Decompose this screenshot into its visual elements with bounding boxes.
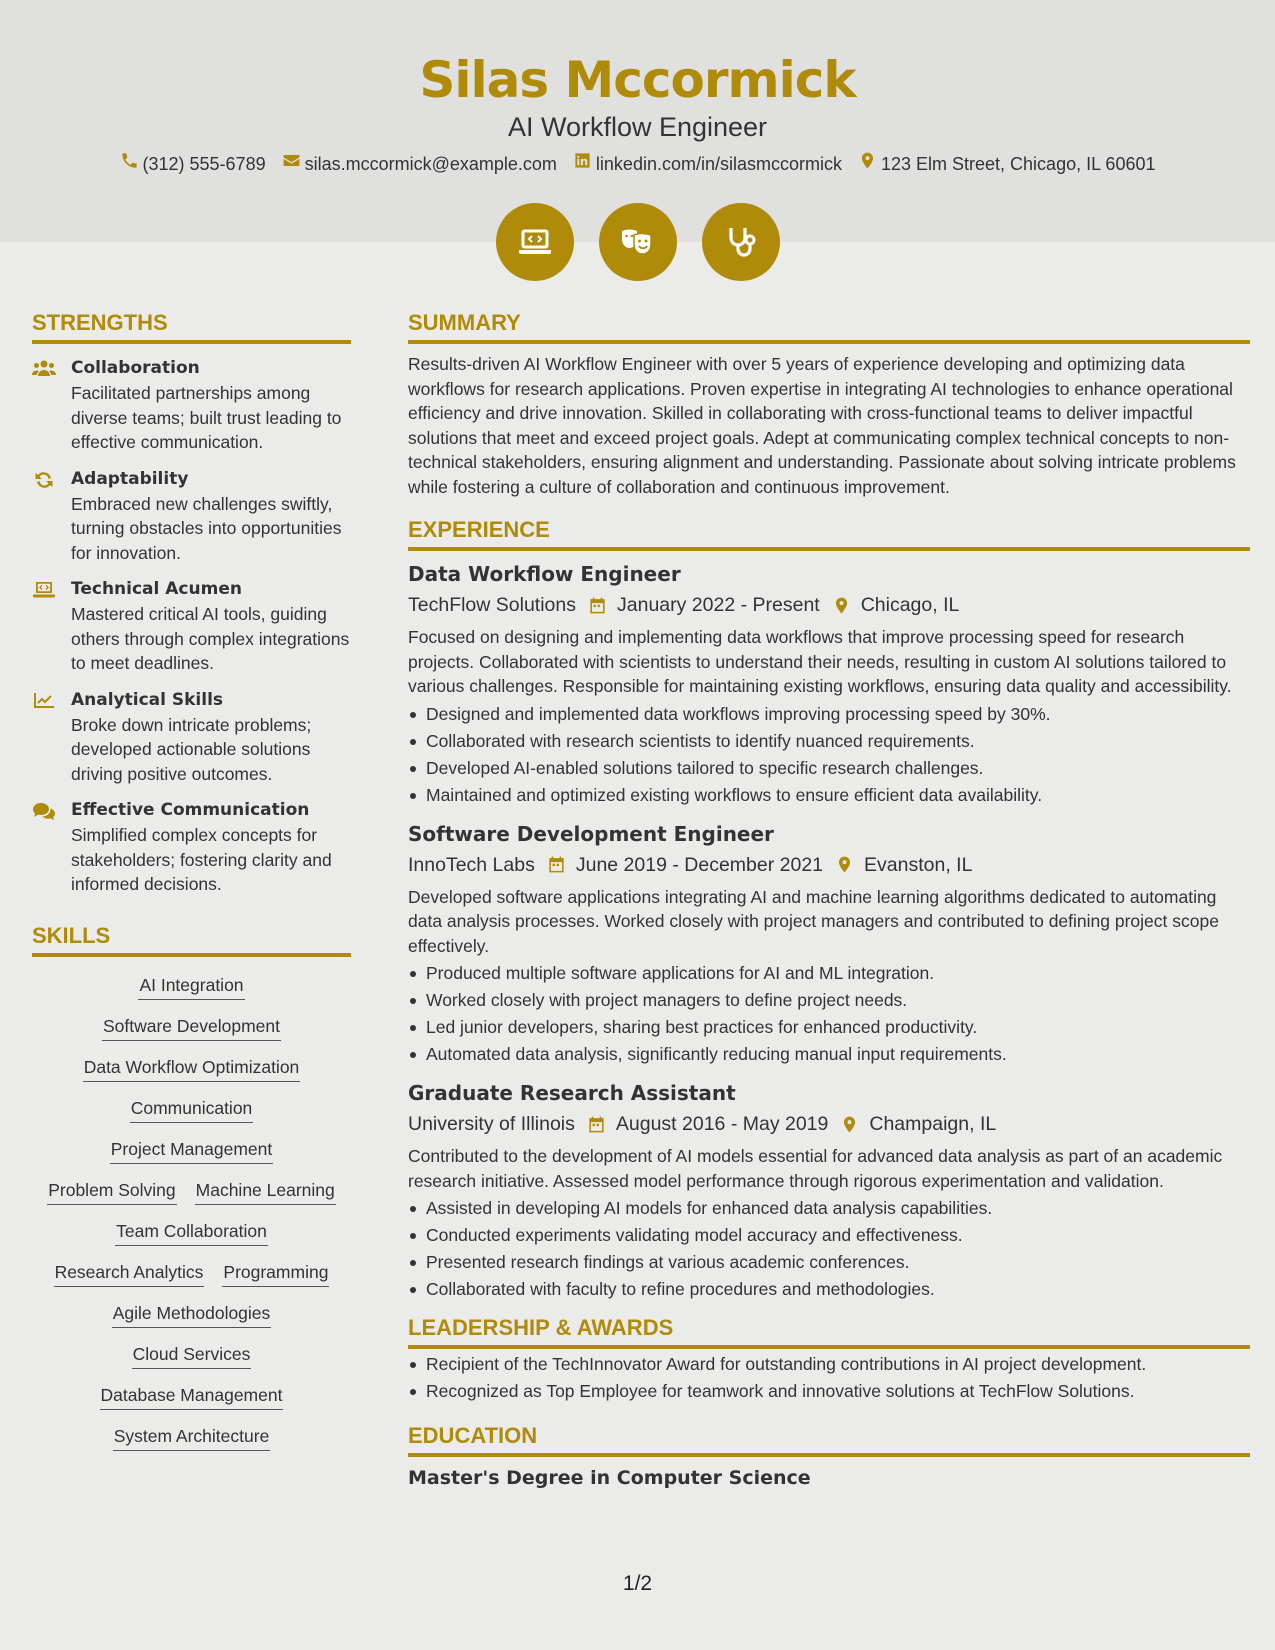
contact-linkedin[interactable] [573, 151, 842, 177]
strength-name: Collaboration [71, 358, 200, 378]
strength-item [32, 467, 351, 566]
job-bullets [408, 960, 1250, 1068]
awards-list [408, 1351, 1250, 1405]
laptop-code-icon [32, 580, 56, 600]
chart-line-icon [32, 691, 56, 711]
list-item: Automated data analysis, significantly reducing manual input requirements. [408, 1041, 1250, 1068]
skill-tag: Problem Solving [47, 1176, 176, 1205]
map-pin-icon [835, 855, 854, 874]
linkedin-icon [573, 151, 592, 177]
theater-masks-icon [599, 203, 677, 281]
strength-name: Adaptability [71, 468, 189, 489]
list-item: Produced multiple software applications for AI and ML integration. [408, 960, 1250, 987]
interest-badges [0, 203, 1275, 281]
contact-phone[interactable] [120, 151, 266, 177]
job-location: Chicago, IL [860, 594, 960, 616]
skill-tag: Cloud Services [132, 1340, 252, 1369]
skill-tag: System Architecture [113, 1422, 271, 1451]
experience-heading: EXPERIENCE [408, 515, 1250, 551]
education-heading: EDUCATION [408, 1421, 1250, 1457]
email-text: silas.mccormick@example.com [304, 154, 557, 174]
skill-tag: AI Integration [138, 971, 244, 1000]
strength-desc: Embraced new challenges swiftly, turning obstacles into opportunities for innovation. [71, 493, 342, 563]
job-meta [408, 849, 1250, 881]
job-dates: January 2022 - Present [617, 594, 820, 616]
list-item: Presented research findings at various academic conferences. [408, 1249, 1250, 1276]
skill-tag: Programming [222, 1258, 329, 1287]
company-name: TechFlow Solutions [408, 594, 576, 616]
job-bullets [408, 701, 1250, 809]
skill-tag: Data Workflow Optimization [83, 1053, 301, 1082]
skills-heading: SKILLS [32, 921, 351, 957]
job-location: Evanston, IL [864, 853, 973, 876]
awards-heading: LEADERSHIP & AWARDS [408, 1313, 1250, 1349]
job-dates: June 2019 - December 2021 [575, 853, 824, 876]
job-dates: August 2016 - May 2019 [615, 1113, 829, 1135]
company-name: InnoTech Labs [408, 853, 535, 876]
contact-email[interactable] [282, 151, 557, 177]
envelope-icon [282, 151, 301, 177]
strength-desc: Facilitated partnerships among diverse teams; built trust leading to effective communication. [71, 383, 342, 452]
skills-list [32, 971, 351, 1451]
job-bullets [408, 1195, 1250, 1303]
calendar-icon [547, 855, 566, 874]
page-number: 1/2 [622, 1572, 653, 1595]
job-title: Data Workflow Engineer [408, 562, 681, 586]
candidate-name: Silas Mccormick [419, 51, 856, 109]
list-item: Developed AI-enabled solutions tailored to specific research challenges. [408, 755, 1250, 782]
contact-bar [0, 151, 1275, 177]
map-pin-icon [840, 1115, 859, 1134]
phone-icon [120, 151, 139, 177]
strength-item [32, 577, 351, 676]
calendar-icon [588, 596, 607, 615]
contact-address [858, 151, 1156, 177]
map-pin-icon [858, 151, 877, 177]
job-description: Contributed to the development of AI models essential for advanced data analysis as part of an academic research initiative. Assessed model performance through rigorous experimentation and validation. [408, 1146, 1223, 1191]
skill-tag: Research Analytics [54, 1258, 205, 1287]
job-title: Software Development Engineer [408, 821, 774, 846]
sync-icon [32, 470, 56, 490]
skill-tag: Database Management [100, 1381, 284, 1410]
comments-icon [32, 801, 56, 821]
list-item: Maintained and optimized existing workflows to ensure efficient data availability. [408, 782, 1250, 809]
strength-item [32, 356, 351, 455]
list-item: Recognized as Top Employee for teamwork and innovative solutions at TechFlow Solutions. [408, 1378, 1250, 1405]
stethoscope-icon [702, 203, 780, 281]
skill-tag: Project Management [110, 1135, 273, 1164]
list-item: Recipient of the TechInnovator Award for outstanding contributions in AI project development. [408, 1351, 1250, 1378]
list-item: Conducted experiments validating model accuracy and effectiveness. [408, 1222, 1250, 1249]
strength-desc: Simplified complex concepts for stakeholders; fostering clarity and informed decisions. [71, 825, 332, 894]
skill-tag: Software Development [102, 1012, 281, 1041]
list-item: Worked closely with project managers to define project needs. [408, 987, 1250, 1014]
users-icon [32, 359, 56, 379]
map-pin-icon [832, 596, 851, 615]
summary-heading: SUMMARY [408, 308, 1250, 344]
strength-desc: Broke down intricate problems; developed actionable solutions driving positive outcomes. [71, 714, 312, 784]
strength-name: Effective Communication [71, 800, 310, 820]
skill-tag: Machine Learning [195, 1176, 336, 1205]
address-text: 123 Elm Street, Chicago, IL 60601 [880, 154, 1156, 174]
job-meta [408, 589, 1250, 621]
candidate-title: AI Workflow Engineer [507, 112, 768, 142]
left-column [32, 308, 351, 1451]
job-entry [408, 559, 1250, 809]
list-item: Designed and implemented data workflows improving processing speed by 30%. [408, 701, 1250, 728]
job-entry [408, 1078, 1250, 1303]
phone-text: (312) 555-6789 [142, 154, 266, 174]
company-name: University of Illinois [408, 1113, 575, 1135]
skill-tag: Communication [130, 1094, 254, 1123]
job-meta [408, 1108, 1250, 1140]
job-description: Developed software applications integrating AI and machine learning algorithms dedicated to automating data analysis processes. Worked closely with project managers and contributed to defining project scope effectively. [408, 886, 1219, 956]
job-description: Focused on designing and implementing data workflows that improve processing speed for research projects. Collaborated with scientists to understand their needs, resulting in custom AI solutions tailored to various challenges. Responsible for maintaining existing workflows, ensuring data quality and accessibility. [408, 627, 1232, 696]
list-item: Assisted in developing AI models for enhanced data analysis capabilities. [408, 1195, 1250, 1222]
strength-name: Analytical Skills [71, 689, 224, 710]
strength-item [32, 798, 351, 897]
job-location: Champaign, IL [869, 1113, 997, 1135]
strengths-heading: STRENGTHS [32, 308, 351, 344]
strength-desc: Mastered critical AI tools, guiding others through complex integrations to meet deadlines. [71, 604, 350, 673]
calendar-icon [587, 1115, 606, 1134]
skill-tag: Agile Methodologies [112, 1299, 272, 1328]
strength-item [32, 688, 351, 787]
laptop-code-icon [496, 203, 574, 281]
job-entry [408, 819, 1250, 1069]
list-item: Led junior developers, sharing best practices for enhanced productivity. [408, 1014, 1250, 1041]
skill-tag: Team Collaboration [115, 1217, 268, 1246]
right-column [408, 308, 1250, 1491]
education-degree: Master's Degree in Computer Science [408, 1467, 811, 1489]
job-title: Graduate Research Assistant [408, 1081, 736, 1105]
strength-name: Technical Acumen [71, 579, 242, 599]
linkedin-text: linkedin.com/in/silasmccormick [595, 154, 842, 174]
list-item: Collaborated with faculty to refine procedures and methodologies. [408, 1276, 1250, 1303]
summary-text: Results-driven AI Workflow Engineer with over 5 years of experience developing and optimizing data workflows for research applications. Proven expertise in integrating AI technologies to enhance operational efficiency and drive innovation. Skilled in collaborating with cross-functional teams to deliver impactful solutions that meet and exceed project goals. Adept at communicating complex technical concepts to non-technical stakeholders, ensuring alignment and understanding. Passionate about solving intricate problems while fostering a culture of collaboration and continuous improvement. [408, 354, 1236, 497]
list-item: Collaborated with research scientists to identify nuanced requirements. [408, 728, 1250, 755]
